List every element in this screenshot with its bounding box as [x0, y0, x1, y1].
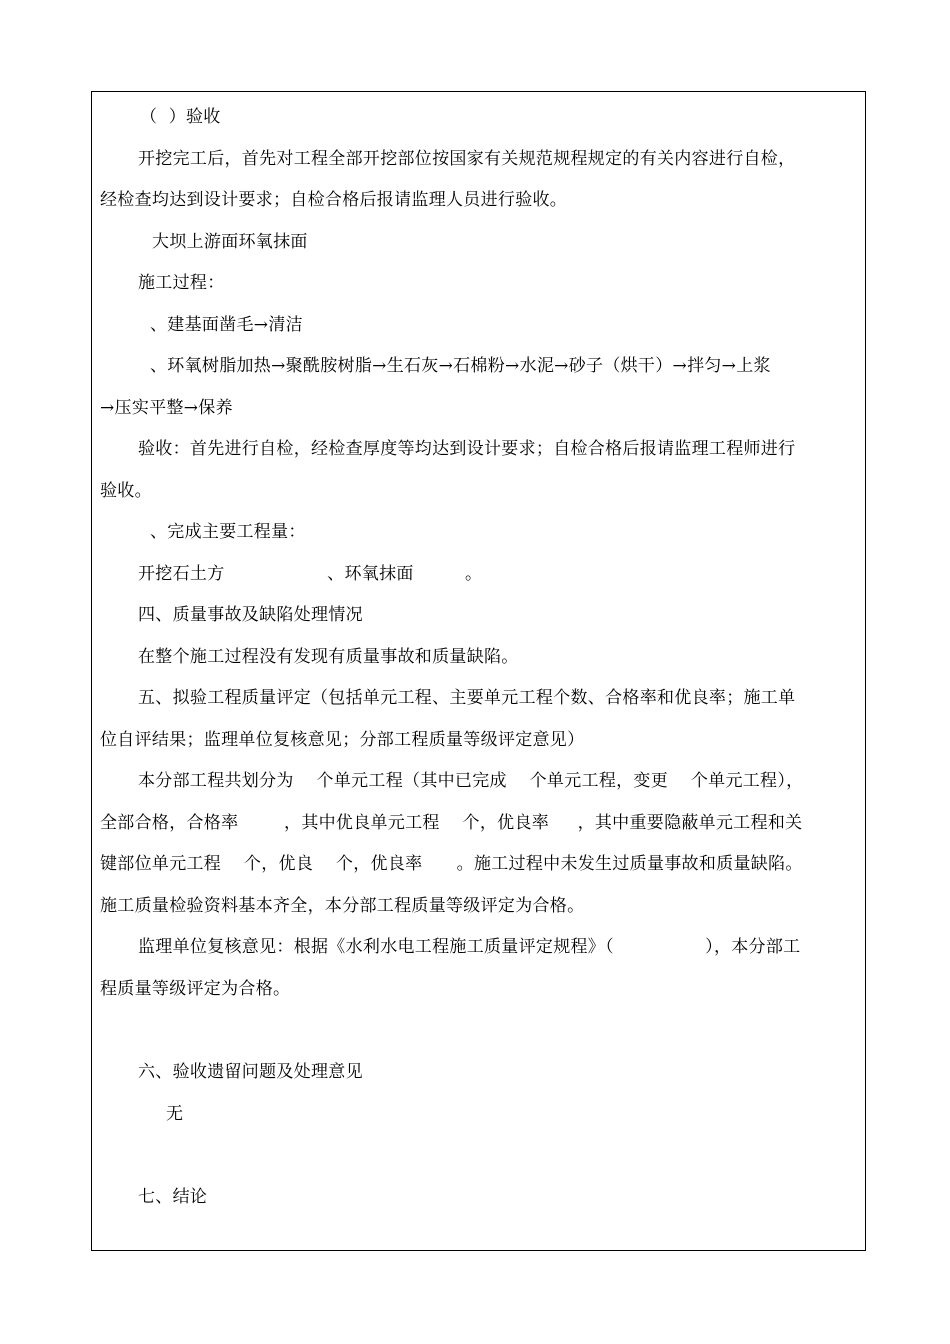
- section-six-text: 无: [166, 1104, 184, 1124]
- evaluation-paragraph-line-2: 全部合格，合格率 ，其中优良单元工程 个，优良率 ，其中重要隐蔽单元工程和关: [100, 813, 803, 833]
- section-six-heading: 六、验收遗留问题及处理意见: [138, 1062, 363, 1082]
- supervision-opinion-line-2: 程质量等级评定为合格。: [100, 979, 291, 999]
- supervision-opinion-line-1: 监理单位复核意见：根据《水利水电工程施工质量评定规程》（ ），本分部工: [138, 937, 801, 957]
- section-four-text: 在整个施工过程没有发现有质量事故和质量缺陷。: [138, 647, 519, 667]
- section-seven-heading: 七、结论: [138, 1187, 208, 1207]
- acceptance-paragraph-line-2: 验收。: [100, 481, 152, 501]
- excavation-paragraph-line-2: 经检查均达到设计要求；自检合格后报请监理人员进行验收。: [100, 190, 568, 210]
- section-five-heading-line-2: 位自评结果；监理单位复核意见；分部工程质量等级评定意见）: [100, 730, 585, 750]
- section-five-heading-line-1: 五、拟验工程质量评定（包括单元工程、主要单元工程个数、合格率和优良率；施工单: [138, 688, 796, 708]
- process-step-1: 、建基面凿毛→清洁: [150, 315, 303, 335]
- section-four-heading: 四、质量事故及缺陷处理情况: [138, 605, 363, 625]
- quantities-heading: 、完成主要工程量：: [150, 522, 306, 542]
- construction-process-label: 施工过程：: [138, 273, 225, 293]
- quantities-line: 开挖石土方 、环氧抹面 。: [138, 564, 483, 584]
- process-step-2-line-2: →压实平整→保养: [100, 398, 233, 418]
- acceptance-paragraph-line-1: 验收：首先进行自检，经检查厚度等均达到设计要求；自检合格后报请监理工程师进行: [138, 439, 796, 459]
- process-step-2-line-1: 、环氧树脂加热→聚酰胺树脂→生石灰→石棉粉→水泥→砂子（烘干）→拌匀→上浆: [150, 356, 771, 376]
- evaluation-paragraph-line-4: 施工质量检验资料基本齐全，本分部工程质量等级评定为合格。: [100, 896, 585, 916]
- epoxy-subheading: 大坝上游面环氧抹面: [152, 232, 308, 252]
- excavation-paragraph-line-1: 开挖完工后，首先对工程全部开挖部位按国家有关规范规程规定的有关内容进行自检，: [138, 149, 796, 169]
- section-acceptance-heading: （ ）验收: [140, 107, 221, 127]
- evaluation-paragraph-line-3: 键部位单元工程 个，优良 个，优良率 。施工过程中未发生过质量事故和质量缺陷。: [100, 854, 803, 874]
- evaluation-paragraph-line-1: 本分部工程共划分为 个单元工程（其中已完成 个单元工程，变更 个单元工程），: [138, 771, 804, 791]
